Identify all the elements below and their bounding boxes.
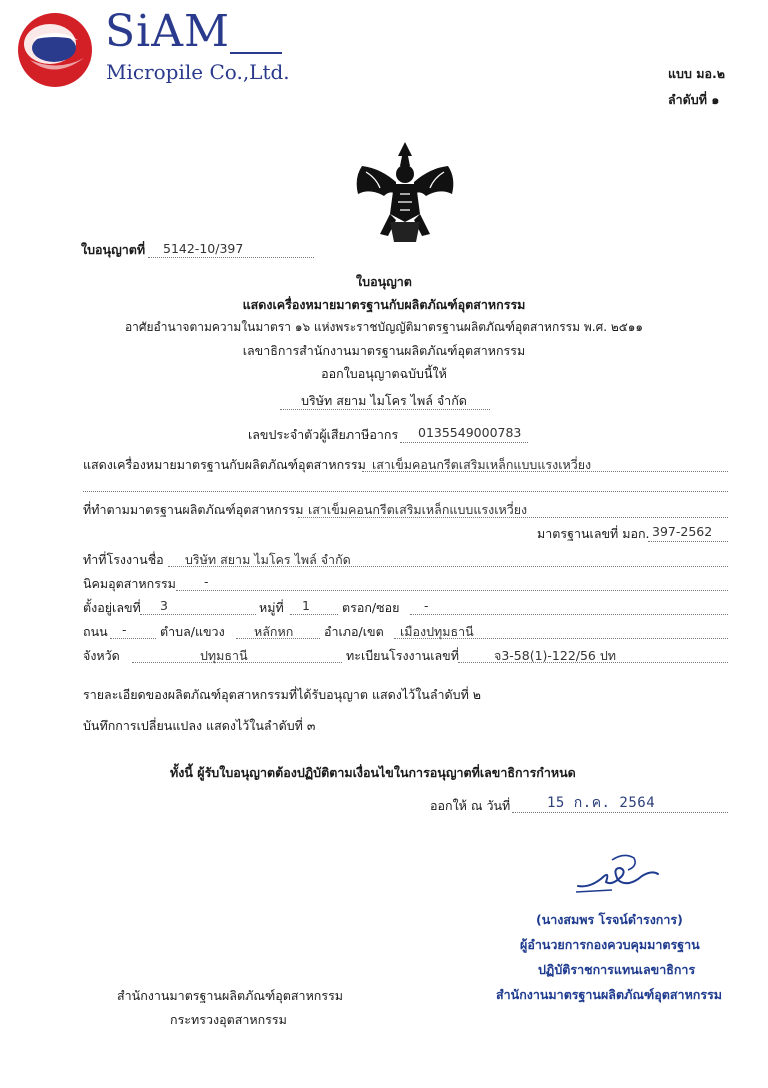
blank-dots-1 (83, 491, 728, 492)
province-value: ปทุมธานี (200, 648, 248, 663)
estate-label: นิคมอุตสาหกรรม (83, 576, 176, 591)
company-dots (280, 409, 490, 410)
reg-value: จ3-58(1)-122/56 ปท (494, 648, 617, 663)
road-dots (110, 638, 156, 639)
license-no-label: ใบอนุญาตที่ (81, 242, 146, 257)
tambon-dots (236, 638, 320, 639)
license-no-dots (148, 257, 314, 258)
amphoe-dots (394, 638, 728, 639)
doc-subtitle: แสดงเครื่องหมายมาตรฐานกับผลิตภัณฑ์อุตสาหกรรม (242, 297, 526, 312)
moo-label: หมู่ที่ (259, 600, 284, 615)
moo-dots (290, 614, 338, 615)
standard-label: ที่ทำตามมาตรฐานผลิตภัณฑ์อุตสาหกรรม (83, 502, 304, 517)
reg-label: ทะเบียนโรงงานเลขที่ (346, 648, 459, 663)
doc-line2: เลขาธิการสำนักงานมาตรฐานผลิตภัณฑ์อุตสาหกรรม (242, 343, 526, 358)
footer-line2: กระทรวงอุตสาหกรรม (170, 1012, 287, 1027)
signer-name: (นางสมพร โรจน์ดำรงการ) (536, 912, 683, 927)
soi-label: ตรอก/ซอย (342, 600, 400, 615)
logo-brand: SiAM (105, 6, 231, 57)
reg-dots (458, 662, 728, 663)
standard-no-label: มาตรฐานเลขที่ มอก. (537, 526, 650, 541)
doc-title: ใบอนุญาต (356, 274, 412, 289)
standard-no-value: 397-2562 (652, 524, 713, 539)
factory-name-label: ทำที่โรงงานชื่อ (83, 552, 164, 567)
detail-note: รายละเอียดของผลิตภัณฑ์อุตสาหกรรมที่ได้รับอนุญาต แสดงไว้ในลำดับที่ ๒ (83, 687, 482, 702)
addr-dots (140, 614, 256, 615)
issue-label: ออกให้ ณ วันที่ (430, 798, 511, 813)
form-order: ลำดับที่ ๑ (668, 92, 720, 107)
standard-no-dots (648, 541, 728, 542)
changes-note: บันทึกการเปลี่ยนแปลง แสดงไว้ในลำดับที่ ๓ (83, 718, 316, 733)
siam-logo-icon (14, 10, 96, 90)
standard-value: เสาเข็มคอนกรีตเสริมเหล็กแบบแรงเหวี่ยง (308, 502, 528, 517)
addr-label: ตั้งอยู่เลขที่ (83, 600, 141, 615)
doc-line1: อาศัยอำนาจตามความในมาตรา ๑๖ แห่งพระราชบัญญัติมาตรฐานผลิตภัณฑ์อุตสาหกรรม พ.ศ. ๒๕๑๑ (124, 320, 644, 334)
condition-note: ทั้งนี้ ผู้รับใบอนุญาตต้องปฏิบัติตามเงื่อนไขในการอนุญาตที่เลขาธิการกำหนด (170, 765, 576, 780)
amphoe-value: เมืองปทุมธานี (400, 624, 474, 639)
doc-line3: ออกใบอนุญาตฉบับนี้ให้ (321, 366, 447, 381)
issue-date: 15 ก.ค. 2564 (547, 795, 656, 811)
signer-title1: ผู้อำนวยการกองควบคุมมาตรฐาน (520, 937, 700, 952)
signer-title2: ปฏิบัติราชการแทนเลขาธิการ (538, 962, 696, 977)
tambon-label: ตำบล/แขวง (160, 624, 225, 639)
amphoe-label: อำเภอ/เขต (324, 624, 384, 639)
soi-dots (410, 614, 728, 615)
signer-title3: สำนักงานมาตรฐานผลิตภัณฑ์อุตสาหกรรม (496, 987, 723, 1002)
company-name: บริษัท สยาม ไมโคร ไพล์ จำกัด (301, 393, 467, 408)
soi-value: - (424, 598, 429, 613)
signature-icon (572, 848, 664, 896)
tambon-value: หลักหก (254, 624, 294, 639)
addr-value: 3 (160, 598, 168, 613)
province-dots (132, 662, 342, 663)
province-label: จังหวัด (83, 648, 120, 663)
mark-label: แสดงเครื่องหมายมาตรฐานกับผลิตภัณฑ์อุตสาหกรรม (83, 457, 366, 472)
mark-dots (362, 471, 728, 472)
standard-dots (298, 517, 728, 518)
road-label: ถนน (83, 624, 108, 639)
tax-dots (400, 442, 528, 443)
tax-label: เลขประจำตัวผู้เสียภาษีอากร (248, 427, 399, 442)
form-number: แบบ มอ.๒ (668, 66, 726, 81)
logo-underline (230, 52, 282, 54)
factory-name-value: บริษัท สยาม ไมโคร ไพล์ จำกัด (185, 552, 351, 567)
issue-dots (512, 812, 728, 813)
license-no-value: 5142-10/397 (163, 241, 244, 256)
tax-value: 0135549000783 (418, 425, 522, 440)
garuda-emblem-icon (350, 138, 460, 248)
logo-subtitle: Micropile Co.,Ltd. (106, 60, 290, 84)
road-value: - (122, 622, 127, 637)
estate-value: - (204, 574, 209, 589)
mark-value: เสาเข็มคอนกรีตเสริมเหล็กแบบแรงเหวี่ยง (372, 457, 592, 472)
estate-dots (176, 590, 728, 591)
factory-name-dots (168, 566, 728, 567)
moo-value: 1 (302, 598, 310, 613)
footer-line1: สำนักงานมาตรฐานผลิตภัณฑ์อุตสาหกรรม (117, 988, 344, 1003)
